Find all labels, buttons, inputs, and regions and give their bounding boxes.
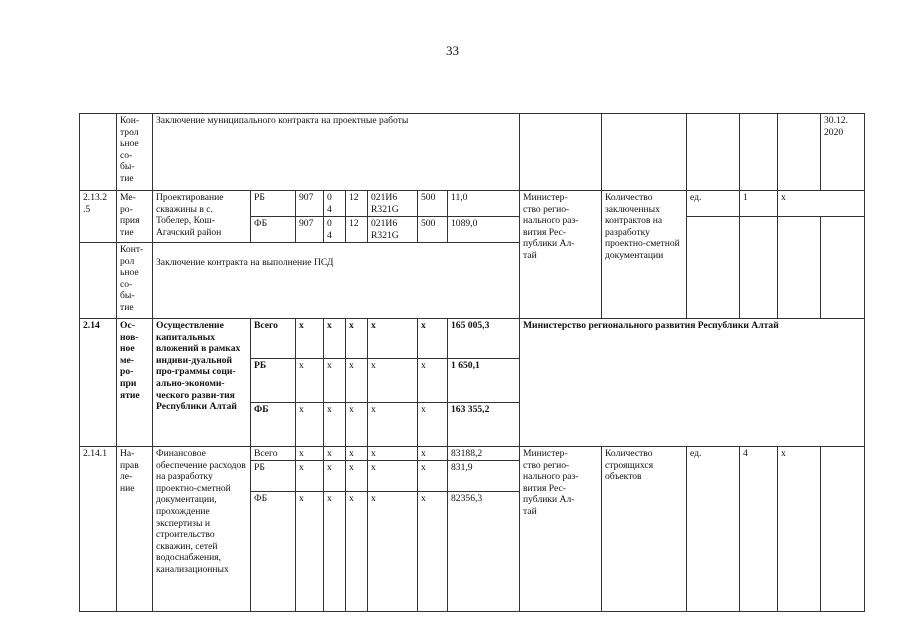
vr-cell: х <box>418 491 448 611</box>
date-cell <box>821 217 865 319</box>
amount-cell: 11,0 <box>448 191 520 217</box>
pr-cell: х <box>346 491 368 611</box>
value-cell: 1 <box>740 191 778 217</box>
grbs-cell: х <box>296 460 324 491</box>
item-kind-cell: Ос- нов- ное ме- ро- при ятие <box>117 319 153 447</box>
table-row <box>80 319 865 359</box>
executor-cell: Министерство регионального развития Республики Алтай <box>520 319 865 447</box>
event-description: Заключение муниципального контракта на проектные работы <box>153 114 520 191</box>
mark-cell: х <box>778 191 865 217</box>
rz-cell: х <box>324 319 346 359</box>
grbs-cell: х <box>296 447 324 461</box>
amount-cell: 165 005,3 <box>448 319 520 359</box>
amount-cell: 831,9 <box>448 460 520 491</box>
vr-cell: х <box>418 359 448 403</box>
csr-cell: 021И6 R321G <box>368 191 418 217</box>
vr-cell: 500 <box>418 191 448 217</box>
item-name-cell: Осуществление капитальных вложений в рамках индиви-дуальной про-граммы соци-ально-экономи-ческого разви-тия Республики Алтай <box>153 319 251 447</box>
csr-cell: х <box>368 460 418 491</box>
amount-cell: 1089,0 <box>448 217 520 243</box>
page-number: 33 <box>446 43 459 58</box>
event-description: Заключение контракта на выполнение ПСД <box>153 243 520 319</box>
pr-cell: 12 <box>346 191 368 217</box>
rz-cell: х <box>324 491 346 611</box>
unit-cell: ед. <box>687 191 740 217</box>
csr-cell: х <box>368 491 418 611</box>
vr-cell: х <box>418 319 448 359</box>
grbs-cell: х <box>296 359 324 403</box>
page-bottom-margin <box>79 612 879 640</box>
rz-cell: х <box>324 359 346 403</box>
executor-cell: Министер- ство регио- нального раз- вития Рес- публики Ал- тай <box>520 191 602 319</box>
rz-cell: х <box>324 447 346 461</box>
csr-cell: х <box>368 403 418 447</box>
rz-cell: 0 4 <box>324 191 346 217</box>
csr-cell: х <box>368 447 418 461</box>
vr-cell: х <box>418 403 448 447</box>
indicator-cell: Количество заключенных контрактов на разработку проектно-сметной документации <box>602 191 687 319</box>
vr-cell: х <box>418 460 448 491</box>
pr-cell: х <box>346 447 368 461</box>
event-date: 30.12. 2020 <box>821 114 865 191</box>
pr-cell: 12 <box>346 217 368 243</box>
item-name-cell: Проектирование скважины в с. Тобелер, Кош-Агачский район <box>153 191 251 243</box>
vr-cell: 500 <box>418 217 448 243</box>
mark-cell: х <box>778 447 821 612</box>
executor-cell: Министер- ство регио- нального раз- вития Рес- публики Ал- тай <box>520 447 602 612</box>
grbs-cell: х <box>296 403 324 447</box>
unit-cell <box>687 114 740 191</box>
grbs-cell: 907 <box>296 217 324 243</box>
csr-cell: 021И6 R321G <box>368 217 418 243</box>
grbs-cell: 907 <box>296 191 324 217</box>
table-row <box>80 114 865 191</box>
amount-cell: 1 650,1 <box>448 359 520 403</box>
grbs-cell: х <box>296 319 324 359</box>
amount-cell: 82356,3 <box>448 491 520 611</box>
amount-cell: 163 355,2 <box>448 403 520 447</box>
indicator-cell: Количество строящихся объектов <box>602 447 687 612</box>
program-table <box>79 113 865 612</box>
item-kind-cell: Конт- рол ьное со- бы- тие <box>117 243 153 319</box>
item-number-cell <box>80 114 117 191</box>
funding-source-cell: РБ <box>251 460 296 491</box>
funding-source-cell: ФБ <box>251 491 296 611</box>
mark-cell <box>778 114 821 191</box>
rz-cell: х <box>324 460 346 491</box>
pr-cell: х <box>346 319 368 359</box>
unit-cell <box>687 217 740 319</box>
csr-cell: х <box>368 319 418 359</box>
grbs-cell: х <box>296 491 324 611</box>
item-name-cell: Финансовое обеспечение расходов на разработку проектно-сметной документации, прохождение экспертизы и строительство скважин, сетей водоснабжения, канализационных <box>153 447 251 612</box>
rz-cell: 0 4 <box>324 217 346 243</box>
vr-cell: х <box>418 447 448 461</box>
funding-source-cell: РБ <box>251 191 296 217</box>
item-number-cell <box>80 243 117 319</box>
pr-cell: х <box>346 403 368 447</box>
funding-source-cell: Всего <box>251 447 296 461</box>
pr-cell: х <box>346 359 368 403</box>
unit-cell: ед. <box>687 447 740 612</box>
item-number-cell: 2.13.2 .5 <box>80 191 117 243</box>
csr-cell: х <box>368 359 418 403</box>
value-cell: 4 <box>740 447 778 612</box>
value-cell <box>740 114 778 191</box>
amount-cell: 83188,2 <box>448 447 520 461</box>
item-kind-cell: На- прав ле- ние <box>117 447 153 612</box>
rz-cell: х <box>324 403 346 447</box>
funding-source-cell: Всего <box>251 319 296 359</box>
table-row <box>80 191 865 217</box>
item-number-cell: 2.14 <box>80 319 117 447</box>
funding-source-cell: ФБ <box>251 403 296 447</box>
indicator-cell <box>602 114 687 191</box>
executor-cell <box>520 114 602 191</box>
funding-source-cell: ФБ <box>251 217 296 243</box>
mark-cell <box>778 217 821 319</box>
date-cell <box>821 447 865 612</box>
funding-source-cell: РБ <box>251 359 296 403</box>
item-kind-cell: Кон- трол ьное со- бы- тие <box>117 114 153 191</box>
pr-cell: х <box>346 460 368 491</box>
item-kind-cell: Ме- ро- прия тие <box>117 191 153 243</box>
value-cell <box>740 217 778 319</box>
item-number-cell: 2.14.1 <box>80 447 117 612</box>
table-row <box>80 447 865 461</box>
